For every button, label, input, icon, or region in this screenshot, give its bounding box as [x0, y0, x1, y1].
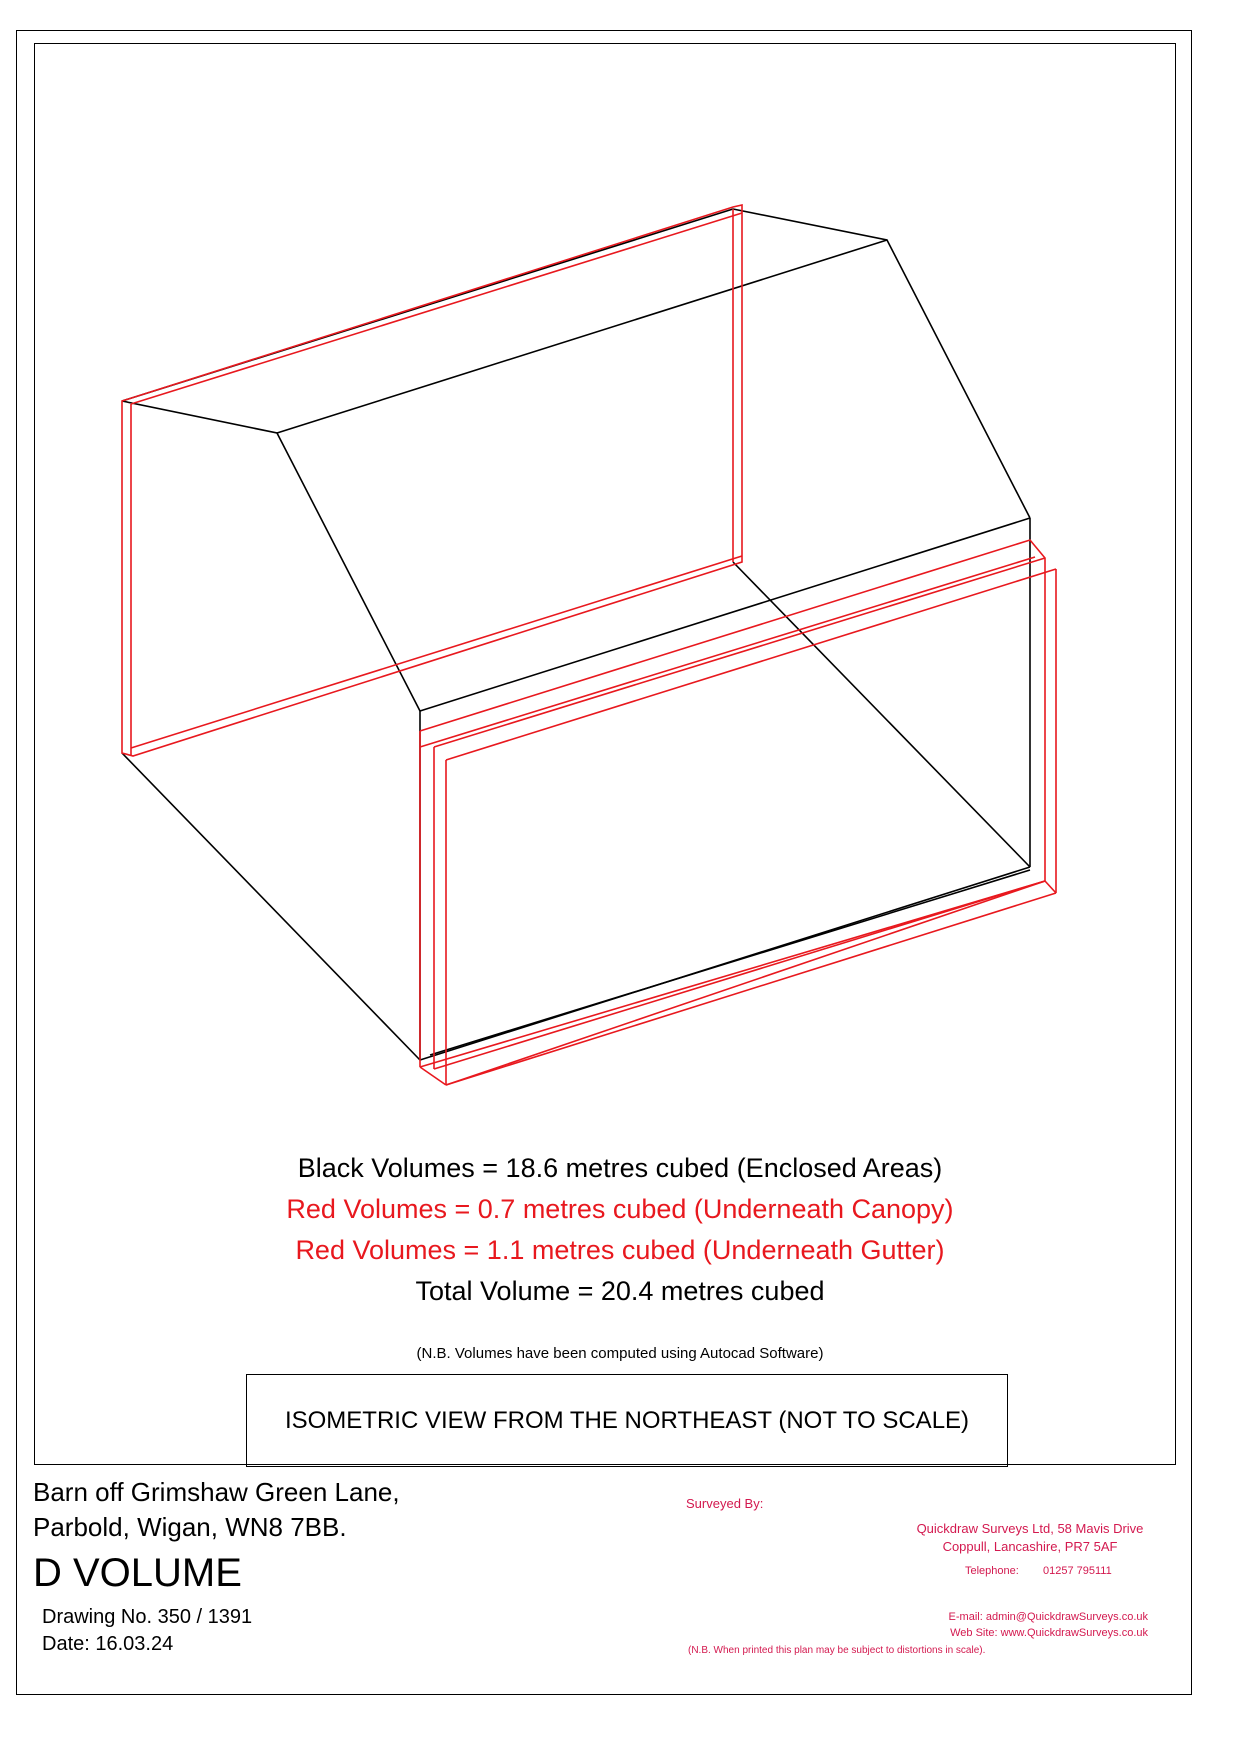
surveyor-company: Quickdraw Surveys Ltd, 58 Mavis Drive: [916, 1521, 1144, 1536]
red-canopy-outer: [122, 205, 742, 756]
black-roof-slope-back: [122, 401, 420, 711]
address-line-1: Barn off Grimshaw Green Lane,: [33, 1477, 400, 1507]
red-gutter-volume: [420, 540, 1056, 1085]
red-gutter-strip-mid: [434, 558, 1045, 747]
black-ridge-left: [277, 240, 887, 433]
red-gutter-volumes-text: Red Volumes = 1.1 metres cubed (Underneath Gutter): [295, 1235, 945, 1265]
drawing-date: Date: 16.03.24: [42, 1633, 174, 1655]
red-gutter-corner: [420, 1067, 446, 1085]
title-block: [33, 1475, 400, 1658]
red-gutter-top-outer: [420, 557, 1035, 747]
red-gutter-base-2: [434, 881, 1045, 1069]
red-canopy-volumes-text: Red Volumes = 0.7 metres cubed (Underneath Canopy): [286, 1194, 954, 1224]
total-volume-text: Total Volume = 20.4 metres cubed: [415, 1276, 825, 1306]
black-back-left-base: [122, 753, 420, 1060]
black-volumes-text: Black Volumes = 18.6 metres cubed (Enclosed Areas): [297, 1153, 943, 1183]
view-label: ISOMETRIC VIEW FROM THE NORTHEAST (NOT TO SCALE): [284, 1406, 970, 1434]
drawing-title: D VOLUME: [33, 1551, 242, 1595]
red-gutter-strip-top: [420, 540, 1045, 1085]
address-line-2: Parbold, Wigan, WN8 7BB.: [33, 1512, 347, 1542]
drawing-number: Drawing No. 350 / 1391: [42, 1606, 253, 1628]
red-canopy-top-inner: [131, 213, 742, 404]
red-gutter-corner-r: [1045, 881, 1056, 893]
surveyor-email[interactable]: E-mail: admin@QuickdrawSurveys.co.uk: [948, 1611, 1148, 1623]
red-gutter-base-1: [420, 881, 1045, 1067]
black-eaves: [420, 518, 1030, 711]
surveyor-address: [880, 1520, 1180, 1556]
red-gutter-top-front: [446, 569, 1056, 760]
black-base-inner: [430, 870, 1030, 1055]
scale-disclaimer: (N.B. When printed this plan may be subject to distortions in scale).: [688, 1645, 986, 1656]
telephone-number: 01257 795111: [1043, 1565, 1112, 1577]
surveyed-by-label: Surveyed By:: [686, 1496, 764, 1511]
surveyor-location: Coppull, Lancashire, PR7 5AF: [942, 1539, 1118, 1554]
black-roof-slope-front: [733, 209, 1030, 518]
red-canopy-base-inner: [131, 556, 742, 748]
red-canopy-volume: [122, 205, 742, 756]
telephone-label: Telephone:: [965, 1565, 1019, 1577]
autocad-note: (N.B. Volumes have been computed using Autocad Software): [416, 1345, 824, 1362]
red-gutter-base-3: [446, 893, 1056, 1085]
view-label-box: [246, 1374, 1008, 1467]
surveyor-website[interactable]: Web Site: www.QuickdrawSurveys.co.uk: [950, 1627, 1148, 1639]
